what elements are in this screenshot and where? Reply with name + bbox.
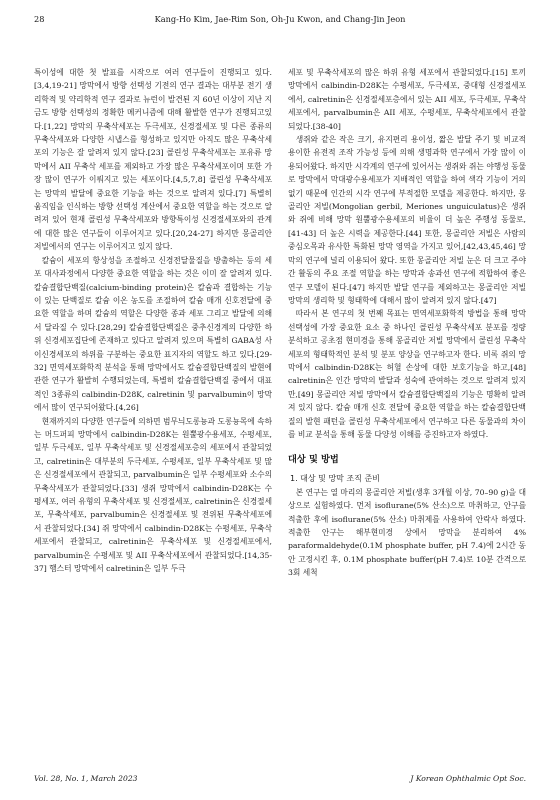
left-column [34,66,272,575]
page-number: 28 [34,14,45,24]
body-paragraph: 세포 및 무축삭세포의 많은 하위 유형 세포에서 관찰되었다.[15] 토끼 망막에서 calbindin-D28K는 수평세포, 두극세포, 중대형 신경절세포에서, calretinin은 신경절세포층에서 있는 AII 세포, 두극세포, 무축삭세포에서, parvalbumin은 AII 세포, 수평세포, 무축삭세포에서 관찰되었다.[38-40] [288,68,526,131]
body-paragraph: 본 연구는 열 마리의 몽골리안 저빌(생후 3개월 이상, 70–90 g)을 대상으로 실험하였다. 먼저 isoflurane(5% 산소)으로 마취하고, 안구를 적출한 후에 isoflurane(5% 산소) 마취제를 사용하여 안락사 하였다. 적출한 안구는 해부현미경 상에서 망막을 분리하여 4% paraformaldehyde(0.1M phosphate buffer, pH 7.4)에 2시간 동안 고정시킨 후, 0.1M phosphate buffer(pH 7.4)로 10분 간격으로 3회 세척 [288,487,526,578]
body-paragraph: 칼슘이 세포의 항상성을 조절하고 신경전달물질을 방출하는 등의 세포 대사과정에서 다양한 중요한 역할을 하는 것은 이미 잘 알려져 있다. 칼슘결합단백질(calcium-binding protein)은 칼슘과 결합하는 기능이 있는 단백질로 칼슘 이온 농도를 조절하여 칼슘 매개 신호전달에 중요한 역할을 하며 칼슘의 역할은 다양한 종과 세포 그리고 발달에 의해서 달라질 수 있다.[28,29] 칼슘결합단백질은 중추신경계의 다양한 하위 신경세포집단에 존재하고 있다고 알려져 있으며 특별히 GABA성 사이신경세포의 하위를 구분하는 중요한 표지자의 역할도 하고 있다.[29-32] 면역세포화학적 분석을 통해 망막에서도 칼슘결합단백질의 발현에 관한 연구가 활발히 수행되었는데, 특별히 칼슘결합단백질 중에서 대표적인 3종류의 calbindin-D28K, calretinin 및 parvalbumin이 망막에서 많이 연구되어왔다.[4,26] [34,255,272,413]
body-paragraph: 생쥐와 같은 작은 크기, 유지편리 용이성, 짧은 발달 주기 및 비교적 용이한 유전적 조작 가능성 등에 의해 생명과학 연구에서 가장 많이 이용되어왔다. 하지만 시각계의 연구에 있어서는 생쥐와 쥐는 야행성 동물로 망막에서 막대광수용세포가 지배적인 역할을 하여 색각 기능이 거의 없기 때문에 인간의 시각 연구에 부적절한 모델을 제공한다. 하지만, 몽골리안 저빌(Mongolian gerbil, Meriones unguiculatus)은 생쥐와 쥐에 비해 망막 원뿔광수용세포의 비율이 더 높은 주행성 동물로,[41-43] 더 높은 시력을 제공한다.[44] 또한, 몽골리안 저빌은 사람의 중심오목과 유사한 특화된 망막 영역을 가지고 있어,[42,43,45,46] 망막의 연구에 널리 이용되어 왔다. 또한 몽골리안 저빌 눈은 더 크고 주야간 활동의 주요 조절 역할을 하는 망막과 송과선 연구에 적합하여 좋은 연구 모델이 된다.[47] 하지만 발달 연구를 제외하고는 몽골리안 저빌 망막의 생리학 및 형태학에 대해서 많이 알려져 있지 않다.[47] [288,135,526,305]
body-paragraph: 따라서 본 연구의 첫 번째 목표는 면역세포화학적 방법을 통해 망막 선택성에 가장 중요한 요소 중 하나인 콜린성 무축삭세포 분포를 정량 분석하고 공초점 현미경을 통해 몽골리안 저빌 망막에서 콜린성 무축삭세포의 형태학적인 분석 및 분포 양상을 연구하고자 한다. 비록 쥐의 망막에서 calbindin-D28K는 허혈 손상에 대한 보호기능을 하고,[48] calretinin은 인간 망막의 발달과 성숙에 관여하는 것으로 알려져 있지만,[49] 몽골리안 저빌 망막에서 칼슘결합단백질의 기능은 명확히 알려져 있지 않다. 칼슘 매개 신호 전달에 중요한 역할을 하는 칼슘결합단백질의 발현 패턴을 콜린성 무축삭세포에서 연구하고 다른 동물과의 차이를 비교 분석을 통해 동물 다양성 이해를 증진하고자 하였다. [288,309,526,439]
body-paragraph: 특이성에 대한 첫 발표를 시작으로 여러 연구들이 진행되고 있다.[3,4,19-21] 망막에서 방향 선택성 기전의 연구 결과는 대부분 전기 생리학적 및 약리학적 연구 결과로 뉴런이 발견된 지 60년 이상이 지난 지금도 방향 선택성의 정확한 메커니즘에 대해 활발한 연구가 진행되고있다.[1,22] 망막의 무축삭세포는 두극세포, 신경절세포 및 다른 종류의 무축삭세포와 다양한 시냅스를 형성하고 있지만 아직도 많은 무축삭세포의 기능은 잘 알려져 있지 않다.[23] 콜린성 무축삭세포는 포유류 망막에서 AII 무축삭 세포를 제외하고 가장 많은 무축삭세포이며 또한 가장 많이 연구가 이뤄지고 있는 세포이다.[4,5,7,8] 콜린성 무축삭세포는 망막의 발달에 중요한 기능을 하는 것으로 알려져 있다.[7] 특별히 움직임을 인식하는 방향 선택성 계산에서 중요한 역할을 하는 것으로 알려져 있어 현재 콜린성 무축삭세포와 방향특이성 신경절세포와의 관계에 대한 많은 연구들이 이루어지고 있다.[20,24-27] 하지만 몽골리안 저빌에서의 연구는 이루어지고 있지 않다. [34,68,272,252]
page-header [34,14,526,28]
running-title: Kang-Ho Kim, Jae-Rim Son, Oh-Ju Kwon, and Chang-Jin Jeon [154,14,406,24]
right-column [288,66,526,580]
journal-volume: Vol. 28, No. 1, March 2023 [34,774,138,783]
subsection-heading: 1. 대상 및 망막 조직 준비 [290,474,380,484]
section-heading: 대상 및 방법 [288,454,339,466]
page-footer [34,774,526,786]
body-paragraph: 현재까지의 다양한 연구들에 의하면 범무늬도롱뇽과 도롱뇽목에 속하는 머드퍼피 망막에서 calbindin-D28K는 원뿔광수용세포, 수평세포, 일부 두극세포, 일부 무축삭세포 및 신경절세포층의 세포에서 관찰되었고, calretinin은 대부분의 두극세포, 수평세포, 일부 무축삭세포 및 많은 신경절세포에서 관찰되고, parvalbumin은 일부 수평세포와 소수의 무축삭세포가 관찰되었다.[33] 생쥐 망막에서 calbindin-D28K는 수평세포, 여러 유형의 무축삭세포 및 신경절세포, calretinin은 신경절세포, 무축삭세포, parvalbumin은 신경절세포 및 전위된 무축삭세포에서 관찰되었다.[34] 쥐 망막에서 calbindin-D28K는 수평세포, 무축삭세포에서 관찰되고, calretinin은 무축삭세포 및 신경절세포에서, parvalbumin은 수평세포 및 AII 무축삭세포에서 관찰되었다.[14,35-37] 햄스터 망막에서 calretinin은 일부 두극 [34,416,272,574]
journal-name: J Korean Ophthalmic Opt Soc. [410,774,526,783]
